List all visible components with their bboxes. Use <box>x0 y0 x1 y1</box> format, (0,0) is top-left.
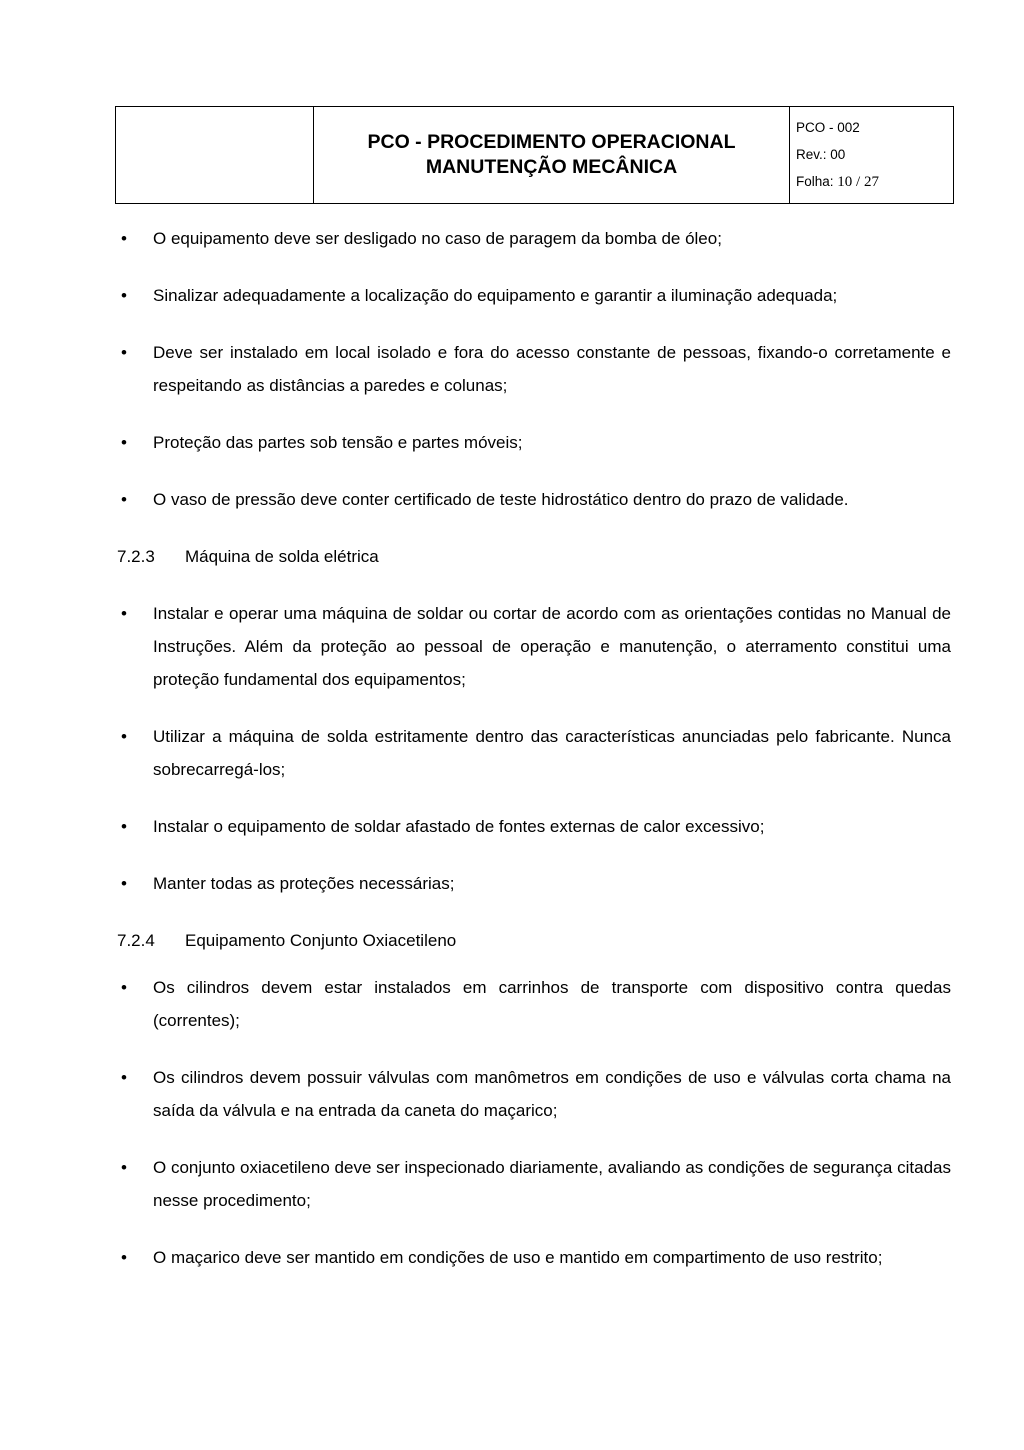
list-item <box>117 426 951 459</box>
list-item-text: Instalar o equipamento de soldar afastado de fontes externas de calor excessivo; <box>153 817 765 836</box>
section-title: Máquina de solda elétrica <box>185 547 379 566</box>
sheet-value: 10 / 27 <box>837 174 879 190</box>
bullet-icon: • <box>121 727 127 746</box>
bullet-icon: • <box>121 1068 127 1087</box>
list-item-text: O conjunto oxiacetileno deve ser inspecionado diariamente, avaliando as condições de segurança citadas nesse procedimento; <box>153 1158 951 1210</box>
header-title-line1: PCO - PROCEDIMENTO OPERACIONAL <box>367 131 736 153</box>
bullet-icon: • <box>121 978 127 997</box>
list-item <box>117 1151 951 1217</box>
sheet-info <box>796 168 953 196</box>
bullet-icon: • <box>121 604 127 623</box>
bullet-icon: • <box>121 1158 127 1177</box>
header-title-line2: MANUTENÇÃO MECÂNICA <box>425 156 678 178</box>
section-number: 7.2.3 <box>117 547 155 566</box>
list-item <box>117 720 951 786</box>
bullet-icon: • <box>121 490 127 509</box>
section-number: 7.2.4 <box>117 931 155 950</box>
list-item-text: Sinalizar adequadamente a localização do equipamento e garantir a iluminação adequada; <box>153 286 838 305</box>
bullet-icon: • <box>121 874 127 893</box>
list-item-text: Deve ser instalado em local isolado e fora do acesso constante de pessoas, fixando-o corretamente e respeitando as distâncias a paredes e colunas; <box>153 343 951 395</box>
list-item <box>117 483 951 516</box>
bullet-icon: • <box>121 817 127 836</box>
list-item <box>117 867 951 900</box>
list-item <box>117 597 951 696</box>
list-item <box>117 810 951 843</box>
revision-value: 00 <box>830 147 846 162</box>
section-heading-724 <box>117 924 951 957</box>
bullet-icon: • <box>121 433 127 452</box>
header-meta-cell <box>790 107 953 203</box>
list-item-text: Proteção das partes sob tensão e partes móveis; <box>153 433 523 452</box>
bullet-icon: • <box>121 286 127 305</box>
document-header <box>115 106 954 204</box>
list-item <box>117 1241 951 1274</box>
sheet-label: Folha: <box>796 174 834 189</box>
list-item-text: Manter todas as proteções necessárias; <box>153 874 455 893</box>
list-item-text: O maçarico deve ser mantido em condições de uso e mantido em compartimento de uso restrito; <box>153 1248 883 1267</box>
list-item <box>117 1061 951 1127</box>
list-item <box>117 336 951 402</box>
logo-cell <box>116 107 314 203</box>
document-code: PCO - 002 <box>796 120 860 135</box>
list-item-text: Os cilindros devem possuir válvulas com manômetros em condições de uso e válvulas corta chama na saída da válvula e na entrada da caneta do maçarico; <box>153 1068 951 1120</box>
bullet-icon: • <box>121 343 127 362</box>
list-item <box>117 279 951 312</box>
revision-label: Rev.: <box>796 147 827 162</box>
list-item-text: Instalar e operar uma máquina de soldar ou cortar de acordo com as orientações contidas no Manual de Instruções. Além da proteção ao pessoal de operação e manutenção, o aterramento constitui uma proteção fundamental dos equipamentos; <box>153 604 951 689</box>
list-item <box>117 971 951 1037</box>
section-title: Equipamento Conjunto Oxiacetileno <box>185 931 457 950</box>
bullet-icon: • <box>121 229 127 248</box>
list-item <box>117 222 951 255</box>
section-heading-723 <box>117 540 951 573</box>
header-title-cell <box>314 107 790 203</box>
list-item-text: Os cilindros devem estar instalados em carrinhos de transporte com dispositivo contra quedas (correntes); <box>153 978 951 1030</box>
revision-info <box>796 141 953 168</box>
bullet-icon: • <box>121 1248 127 1267</box>
list-item-text: O equipamento deve ser desligado no caso de paragem da bomba de óleo; <box>153 229 722 248</box>
list-item-text: O vaso de pressão deve conter certificado de teste hidrostático dentro do prazo de validade. <box>153 490 849 509</box>
list-item-text: Utilizar a máquina de solda estritamente dentro das características anunciadas pelo fabricante. Nunca sobrecarregá-los; <box>153 727 951 779</box>
document-body <box>117 222 951 1274</box>
